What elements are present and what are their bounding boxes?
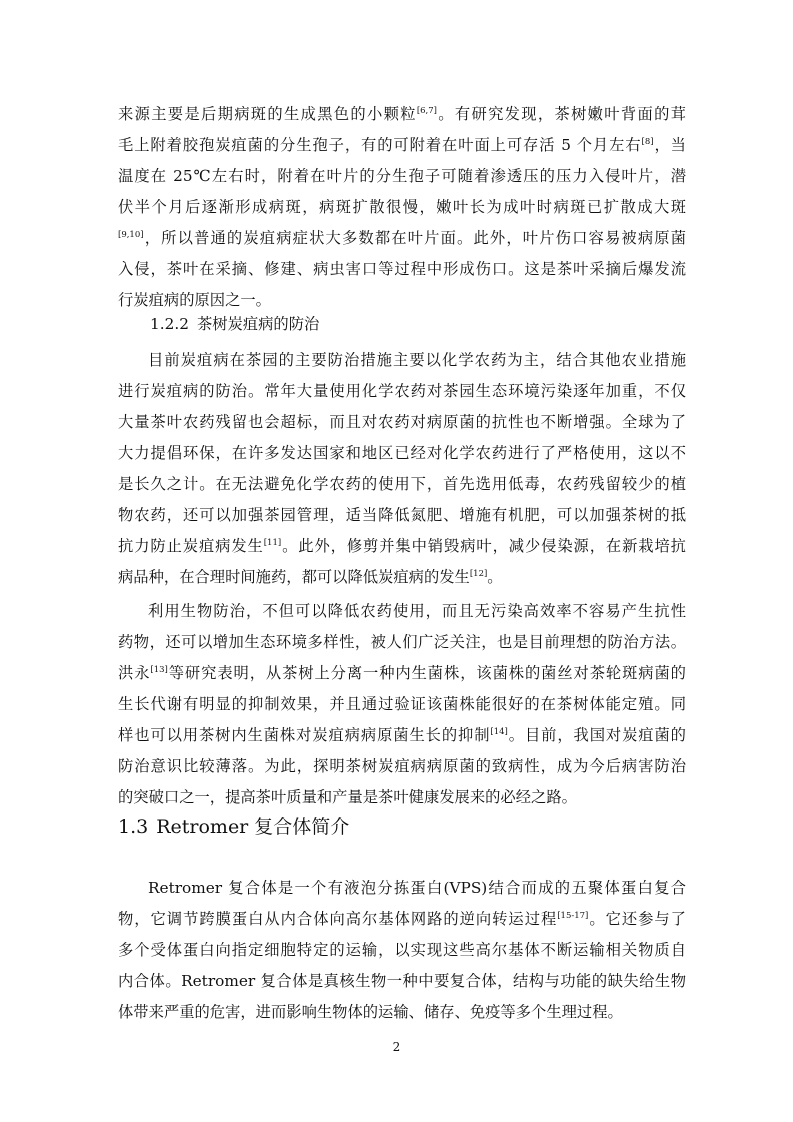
- paragraph-pathogen-source: [118, 99, 686, 316]
- section-title: 茶树炭疽病的防治: [196, 315, 320, 333]
- citation: [15-17]: [557, 911, 589, 921]
- text-run: 温度在 25℃左右时，附着在叶片的分生孢子可随着渗透压的压力入侵叶片，潜: [118, 167, 686, 185]
- text-line: [118, 192, 686, 223]
- text-run: 进行炭疽病的防治。常年大量使用化学农药对茶园生态环境污染逐年加重，不仅: [118, 382, 686, 400]
- text-line: [118, 904, 686, 935]
- text-run: 利用生物防治，不但可以降低农药使用，而且无污染高效率不容易产生抗性: [148, 602, 686, 620]
- text-line: [118, 345, 686, 376]
- section-heading-1-3: [118, 809, 349, 845]
- text-run: ，所以普通的炭疽病症状大多数都在叶片面。此外，叶片伤口容易被病原菌: [143, 229, 686, 247]
- text-run: 目前炭疽病在茶园的主要防治措施主要以化学农药为主，结合其他农业措施: [148, 351, 686, 369]
- text-line: [118, 254, 686, 285]
- text-run: 多个受体蛋白向指定细胞特定的运输，以实现这些高尔基体不断运输相关物质自: [118, 941, 686, 959]
- text-line: [118, 751, 686, 782]
- text-run: 入侵，茶叶在采摘、修建、病虫害口等过程中形成伤口。这是茶叶采摘后爆发流: [118, 260, 686, 278]
- text-run: 防治意识比较薄落。为此，探明茶树炭疽病病原菌的致病性，成为今后病害防治: [118, 757, 686, 775]
- text-line: [118, 469, 686, 500]
- text-run: 样也可以用茶树内生菌株对炭疽病病原菌生长的抑制: [118, 726, 491, 744]
- text-run: 内合体。Retromer 复合体是真核生物一种中要复合体，结构与功能的缺失给生物: [118, 972, 686, 990]
- text-run: 来源主要是后期病斑的生成黑色的小颗粒: [118, 105, 417, 123]
- paragraph-biological-control: [118, 596, 686, 813]
- text-run: 洪永: [118, 664, 151, 682]
- text-run: 生长代谢有明显的抑制效果，并且通过验证该菌株能很好的在茶树体能定殖。同: [118, 695, 686, 713]
- text-line: [118, 627, 686, 658]
- text-line: [118, 407, 686, 438]
- text-line: [118, 500, 686, 531]
- text-line: [118, 161, 686, 192]
- text-line: [118, 997, 686, 1028]
- text-run: 大力提倡环保，在许多发达国家和地区已经对化学农药进行了严格使用，这以不: [118, 444, 686, 462]
- text-run: ，当: [653, 136, 686, 154]
- text-run: 行炭疽病的原因之一。: [118, 291, 271, 309]
- text-run: 。有研究发现，茶树嫩叶背面的茸: [436, 105, 686, 123]
- text-line: [118, 223, 686, 254]
- text-line: [118, 966, 686, 997]
- text-line: [118, 130, 686, 161]
- text-run: 是长久之计。在无法避免化学农药的使用下，首先选用低毒，农药残留较少的植: [118, 475, 686, 493]
- text-line: [118, 376, 686, 407]
- text-run: 。: [487, 568, 503, 586]
- text-run: 。此外，修剪并集中销毁病叶，减少侵染源，在新栽培抗: [281, 537, 686, 555]
- text-line: [118, 531, 686, 562]
- text-run: 物农药，还可以加强茶园管理，适当降低氮肥、增施有机肥，可以加强茶树的抵: [118, 506, 686, 524]
- citation: [9,10]: [118, 230, 144, 240]
- text-run: 等研究表明，从茶树上分离一种内生菌株，该菌株的菌丝对茶轮斑病菌的: [167, 664, 686, 682]
- text-line: [118, 689, 686, 720]
- text-line: [118, 99, 686, 130]
- citation: [14]: [490, 727, 508, 737]
- section-number: 1.3: [118, 816, 149, 838]
- paragraph-retromer-intro: [118, 873, 686, 1028]
- citation: [8]: [641, 137, 654, 147]
- section-title: Retromer 复合体简介: [156, 816, 350, 838]
- citation: [12]: [469, 569, 488, 579]
- text-run: 药物，还可以增加生态环境多样性，被人们广泛关注，也是目前理想的防治方法。: [118, 633, 686, 651]
- section-heading-1-2-2: [150, 309, 319, 340]
- text-line: [118, 720, 686, 751]
- text-line: [118, 562, 686, 593]
- text-run: 伏半个月后逐渐形成病斑，病斑扩散很慢，嫩叶长为成叶时病斑已扩散成大斑: [118, 198, 686, 216]
- text-run: 物，它调节跨膜蛋白从内合体向高尔基体网路的逆向转运过程: [118, 910, 558, 928]
- text-run: 病品种，在合理时间施药，都可以降低炭疽病的发生: [118, 568, 470, 586]
- text-run: 抗力防止炭疽病发生: [118, 537, 264, 555]
- text-run: 体带来严重的危害，进而影响生物体的运输、储存、免疫等多个生理过程。: [118, 1003, 623, 1021]
- text-run: 的突破口之一，提高茶叶质量和产量是茶叶健康发展来的必经之路。: [118, 788, 577, 806]
- text-run: 。目前，我国对炭疽菌的: [507, 726, 686, 744]
- citation: [6,7]: [416, 106, 437, 116]
- citation: [11]: [263, 538, 282, 548]
- text-run: 毛上附着胶孢炭疽菌的分生孢子，有的可附着在叶面上可存活 5 个月左右: [118, 136, 642, 154]
- text-line: [118, 658, 686, 689]
- text-run: 。它还参与了: [588, 910, 686, 928]
- text-line: [118, 596, 686, 627]
- text-line: [118, 438, 686, 469]
- section-number: 1.2.2: [150, 315, 189, 333]
- paragraph-chemical-control: [118, 345, 686, 593]
- citation: [13]: [150, 665, 168, 675]
- text-line: [118, 873, 686, 904]
- text-run: 大量茶叶农药残留也会超标，而且对农药对病原菌的抗性也不断增强。全球为了: [118, 413, 686, 431]
- text-line: [118, 935, 686, 966]
- page-number: 2: [392, 1040, 401, 1054]
- text-run: Retromer 复合体是一个有液泡分拣蛋白(VPS)结合而成的五聚体蛋白复合: [148, 879, 686, 897]
